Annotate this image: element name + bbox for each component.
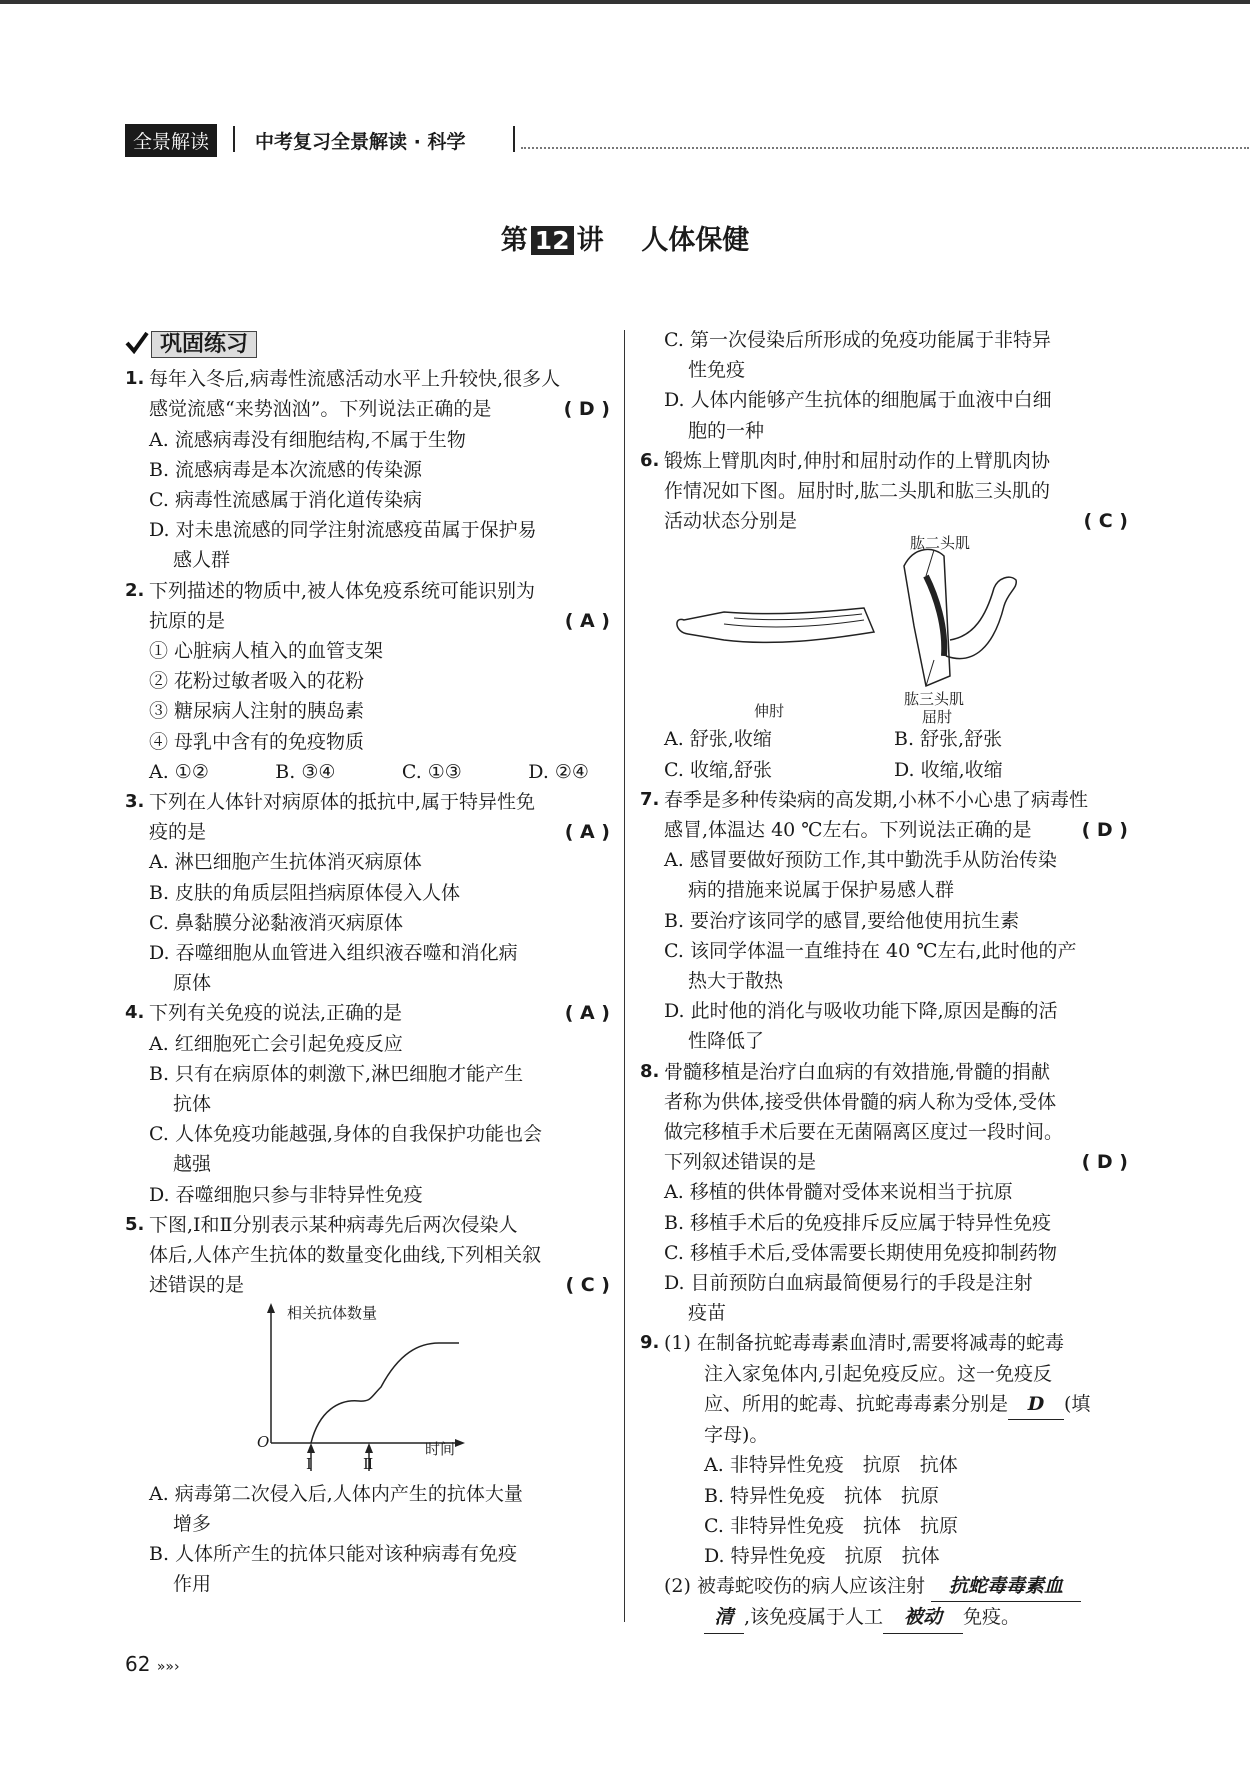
header-series: 中考复习全景解读 · 科学 — [255, 131, 466, 153]
option: C. 病毒性流感属于消化道传染病 — [149, 489, 422, 512]
answer: ( D ) — [563, 398, 610, 421]
marker-II-label: Ⅱ — [363, 1454, 374, 1473]
page-number — [125, 1652, 180, 1676]
option: C. ①③ — [401, 760, 462, 783]
question-2 — [125, 576, 610, 636]
option-row — [125, 757, 589, 787]
option-cont: 性降低了 — [688, 1030, 765, 1053]
option: B. 人体所产生的抗体只能对该种病毒有免疫 — [149, 1542, 518, 1565]
option-cont: 原体 — [173, 972, 212, 995]
lesson-number: 12 — [531, 226, 574, 255]
stem-line: 体后,人体产生抗体的数量变化曲线,下列相关叙 — [149, 1244, 542, 1267]
item: ① 心脏病人植入的血管支架 — [149, 640, 384, 663]
option: C. 第一次侵染后所形成的免疫功能属于非特异 — [664, 329, 1051, 351]
option: D. 吞噬细胞只参与非特异性免疫 — [149, 1183, 423, 1206]
header-divider — [513, 126, 515, 152]
question-7 — [640, 785, 1128, 845]
option: D. 人体内能够产生抗体的细胞属于血液中白细 — [664, 389, 1052, 412]
question-number: 5. — [125, 1213, 145, 1235]
option: A. 移植的供体骨髓对受体来说相当于抗原 — [664, 1181, 1013, 1204]
title-suffix: 讲 — [576, 225, 604, 256]
arm-svg — [664, 536, 1084, 724]
option: C. 该同学体温一直维持在 40 ℃左右,此时他的产 — [664, 939, 1077, 962]
answer: ( A ) — [564, 1002, 610, 1025]
item: ④ 母乳中含有的免疫物质 — [149, 730, 365, 753]
answer: ( C ) — [1083, 510, 1128, 533]
option: B. 移植手术后的免疫排斥反应属于特异性免疫 — [664, 1211, 1052, 1234]
option: C. 移植手术后,受体需要长期使用免疫抑制药物 — [664, 1241, 1057, 1264]
stem-line: 者称为供体,接受供体骨髓的病人称为受体,受体 — [664, 1090, 1057, 1113]
right-column — [640, 325, 1128, 1634]
option-cont: 病的措施来说属于保护易感人群 — [688, 879, 955, 902]
option: B. 皮肤的角质层阻挡病原体侵入人体 — [149, 881, 461, 904]
option-row — [640, 724, 1128, 754]
arm-muscle-figure — [664, 534, 1128, 727]
option-cont: 越强 — [173, 1153, 212, 1176]
option: D. 对未患流感的同学注射流感疫苗属于保护易 — [149, 519, 537, 542]
header-tag: 全景解读 — [125, 124, 217, 157]
stem-line: 下列叙述错误的是 — [664, 1151, 817, 1174]
option: A. 红细胞死亡会引起免疫反应 — [149, 1032, 403, 1055]
option-cont: 胞的一种 — [688, 419, 765, 442]
option: B. 特异性免疫 抗体 抗原 — [704, 1484, 940, 1507]
option: A. 病毒第二次侵入后,人体内产生的抗体大量 — [149, 1482, 523, 1505]
section-heading — [125, 330, 257, 360]
stem-text: (2) 被毒蛇咬伤的病人应该注射 — [664, 1575, 925, 1598]
antibody-curve — [311, 1343, 459, 1443]
question-number: 4. — [125, 1002, 145, 1024]
option: B. 舒张,舒张 — [894, 728, 1003, 751]
title-name: 人体保健 — [641, 225, 750, 256]
stem-line: 骨髓移植是治疗白血病的有效措施,骨髓的捐献 — [664, 1060, 1051, 1083]
answer-blank: 抗蛇毒毒素血 — [931, 1571, 1081, 1602]
option: D. ②④ — [528, 760, 589, 783]
biceps-muscle — [926, 576, 944, 656]
left-column — [125, 330, 610, 1599]
stem-line: 锻炼上臂肌肉时,伸肘和屈肘动作的上臂肌肉协 — [664, 449, 1051, 472]
option-cont: 热大于散热 — [688, 970, 784, 993]
answer: ( D ) — [1081, 819, 1128, 842]
triceps-label: 肱三头肌 — [904, 690, 965, 709]
answer: ( D ) — [1081, 1151, 1128, 1174]
x-arrow — [455, 1439, 465, 1447]
biceps-label: 肱二头肌 — [910, 534, 971, 553]
flex-label: 屈肘 — [922, 708, 953, 727]
option: D. 目前预防白血病最简便易行的手段是注射 — [664, 1272, 1033, 1295]
marker-I-label: Ⅰ — [306, 1454, 312, 1473]
question-number: 3. — [125, 791, 145, 813]
header-dotted-rule — [521, 147, 1249, 149]
answer-blank: D — [1008, 1389, 1064, 1420]
option: B. ③④ — [275, 760, 336, 783]
stem-line: 活动状态分别是 — [664, 510, 798, 533]
extend-label: 伸肘 — [754, 702, 785, 721]
answer-blank: 清 — [704, 1602, 744, 1633]
item: ② 花粉过敏者吸入的花粉 — [149, 670, 365, 693]
stem-text: 应、所用的蛇毒、抗蛇毒毒素分别是 — [704, 1392, 1009, 1415]
option: A. 淋巴细胞产生抗体消灭病原体 — [149, 851, 422, 874]
stem-line: 做完移植手术后要在无菌隔离区度过一段时间。 — [664, 1121, 1064, 1144]
answer: ( C ) — [565, 1274, 610, 1297]
flexed-forearm — [946, 578, 1016, 659]
option: D. 此时他的消化与吸收功能下降,原因是酶的活 — [664, 1000, 1058, 1023]
question-number: 1. — [125, 368, 145, 390]
subquestion-2-cont — [640, 1602, 1128, 1633]
stem-line — [664, 1389, 1128, 1420]
question-3 — [125, 787, 610, 847]
header-divider — [233, 126, 235, 152]
option: B. 要治疗该同学的感冒,要给他使用抗生素 — [664, 909, 1020, 932]
question-number: 2. — [125, 579, 145, 601]
lesson-title — [0, 218, 1250, 257]
option: A. 舒张,收缩 — [664, 728, 772, 751]
stem-line: 春季是多种传染病的高发期,小林不小心患了病毒性 — [664, 788, 1089, 811]
stem-line: 下列描述的物质中,被人体免疫系统可能识别为 — [149, 579, 536, 602]
option: C. 收缩,舒张 — [664, 758, 772, 781]
item: ③ 糖尿病人注射的胰岛素 — [149, 700, 365, 723]
arm-muscle-line — [734, 614, 862, 620]
question-8 — [640, 1057, 1128, 1178]
title-prefix: 第 — [500, 225, 528, 256]
option: A. 非特异性免疫 抗原 抗体 — [704, 1454, 958, 1477]
option-cont: 性免疫 — [688, 359, 746, 382]
stem-line: 字母)。 — [704, 1424, 769, 1447]
check-icon — [125, 330, 149, 354]
option: A. 流感病毒没有细胞结构,不属于生物 — [149, 428, 466, 451]
option-cont: 作用 — [173, 1573, 212, 1596]
arm-muscle-line — [724, 620, 864, 627]
page-header — [125, 124, 1125, 154]
stem-line: 注入家兔体内,引起免疫反应。这一免疫反 — [704, 1362, 1053, 1385]
question-6 — [640, 446, 1128, 537]
page-number-text: 62 — [125, 1652, 151, 1676]
y-arrow — [267, 1303, 275, 1313]
option: A. 感冒要做好预防工作,其中勤洗手从防治传染 — [664, 849, 1057, 872]
antibody-graph — [149, 1301, 610, 1479]
stem-line: 疫的是 — [149, 821, 207, 844]
option: B. 流感病毒是本次流感的传染源 — [149, 458, 423, 481]
option: C. 人体免疫功能越强,身体的自我保护功能也会 — [149, 1123, 542, 1146]
option: D. 吞噬细胞从血管进入组织液吞噬和消化病 — [149, 942, 518, 965]
option: C. 非特异性免疫 抗体 抗原 — [704, 1514, 958, 1537]
question-4 — [125, 998, 610, 1028]
stem-line: 作情况如下图。屈肘时,肱二头肌和肱三头肌的 — [664, 480, 1051, 503]
question-9 — [640, 1328, 1128, 1450]
stem-line: 抗原的是 — [149, 609, 226, 632]
origin-label: O — [257, 1432, 270, 1451]
stem-line: 每年入冬后,病毒性流感活动水平上升较快,很多人 — [149, 368, 561, 391]
option: D. 特异性免疫 抗原 抗体 — [704, 1544, 940, 1567]
question-5 — [125, 1210, 610, 1301]
option-cont: 抗体 — [173, 1093, 212, 1116]
stem-text: 免疫。 — [963, 1606, 1021, 1629]
option-cont: 增多 — [173, 1512, 212, 1535]
stem-line: 感冒,体温达 40 ℃左右。下列说法正确的是 — [664, 819, 1032, 842]
stem-line: 述错误的是 — [149, 1274, 245, 1297]
question-1 — [125, 364, 610, 424]
column-divider — [624, 330, 625, 1622]
question-number: 7. — [640, 788, 660, 810]
question-number: 9. — [640, 1332, 660, 1354]
stem-line: 下图,Ⅰ和Ⅱ分别表示某种病毒先后两次侵染人 — [149, 1213, 518, 1236]
page-arrows-icon: »»› — [156, 1659, 180, 1675]
y-axis-label: 相关抗体数量 — [287, 1303, 378, 1322]
question-number: 6. — [640, 449, 660, 471]
option-cont: 疫苗 — [688, 1302, 727, 1325]
x-axis-label: 时间 — [425, 1439, 456, 1458]
question-number: 8. — [640, 1060, 660, 1082]
option: D. 收缩,收缩 — [894, 758, 1003, 781]
option: C. 鼻黏膜分泌黏液消灭病原体 — [149, 911, 403, 934]
extended-arm — [677, 608, 874, 642]
option-cont: 感人群 — [173, 549, 231, 572]
answer: ( A ) — [564, 821, 610, 844]
answer: ( A ) — [564, 609, 610, 632]
option: A. ①② — [149, 760, 209, 783]
top-rule — [0, 0, 1250, 4]
subquestion-2 — [640, 1571, 1128, 1602]
answer-blank: 被动 — [883, 1602, 963, 1633]
stem-line: 下列有关免疫的说法,正确的是 — [149, 1002, 403, 1025]
stem-line: (1) 在制备抗蛇毒毒素血清时,需要将减毒的蛇毒 — [664, 1332, 1064, 1355]
stem-line: 下列在人体针对病原体的抵抗中,属于特异性免 — [149, 791, 536, 814]
section-label: 巩固练习 — [151, 331, 257, 358]
stem-line: 感觉流感“来势汹汹”。下列说法正确的是 — [149, 398, 492, 421]
stem-text: ,该免疫属于人工 — [744, 1606, 884, 1629]
triceps-pointer — [926, 660, 934, 686]
option-row — [640, 755, 1128, 785]
stem-text: (填 — [1064, 1392, 1091, 1415]
option: B. 只有在病原体的刺激下,淋巴细胞才能产生 — [149, 1062, 524, 1085]
